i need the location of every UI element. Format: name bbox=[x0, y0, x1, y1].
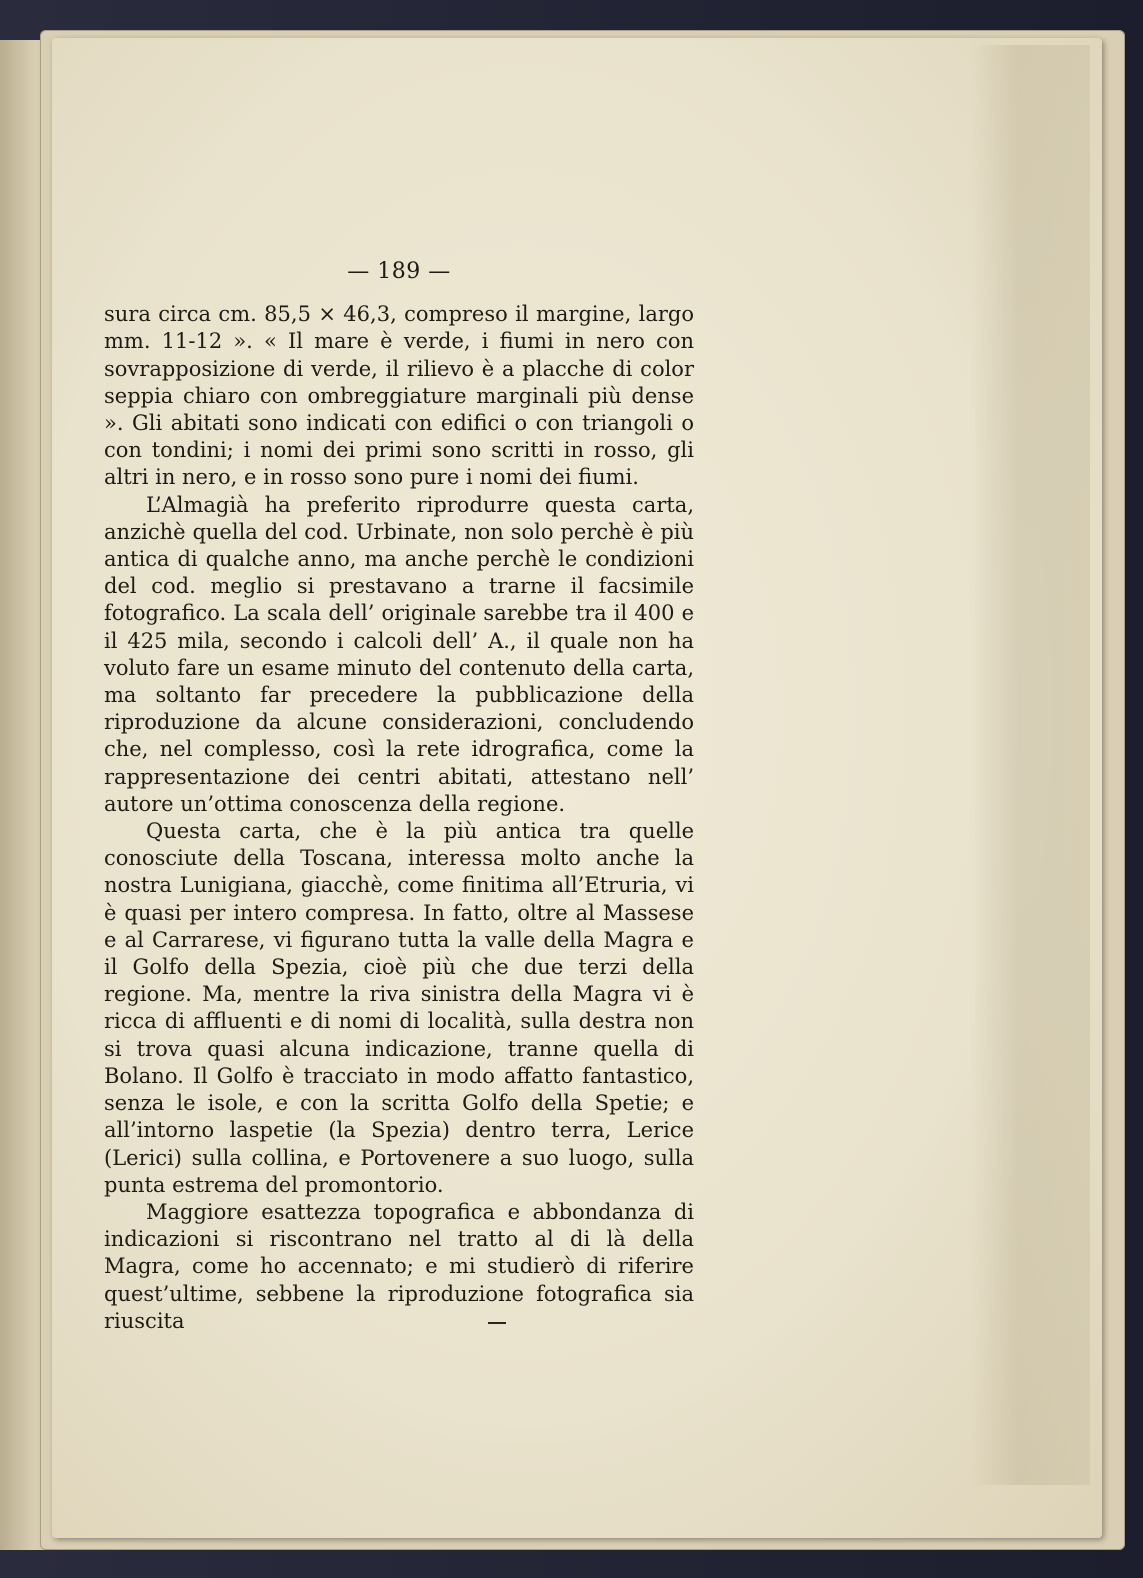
page-fold-shadow bbox=[970, 45, 1090, 1485]
paragraph-4: Maggiore esattezza topografica e abbondanza di indicazioni si riscontrano nel tratto al di là della Magra, come ho accennato; e mi studierò di riferire quest’ultime, sebbene la riproduzione fotografica sia riuscita bbox=[104, 1199, 694, 1333]
text-block bbox=[104, 258, 694, 1335]
paragraph-2: L’Almagià ha preferito riprodurre questa carta, anzichè quella del cod. Urbinate, non solo perchè è più antica di qualche anno, ma anche perchè le condizioni del cod. meglio si prestavano a trarne il facsimile fotografico. La scala dell’ originale sarebbe tra il 400 e il 425 mila, secondo i calcoli dell’ A., il quale non ha voluto fare un esame minuto del contenuto della carta, ma soltanto far precedere la pubblicazione della riproduzione da alcune considerazioni, concludendo che, nel complesso, così la rete idrografica, come la rappresentazione dei centri abitati, attestano nell’ autore un’ottima conoscenza della regione. bbox=[104, 492, 694, 816]
page-number: — 189 — bbox=[347, 259, 451, 284]
catchword-mark bbox=[488, 1322, 506, 1324]
paragraph-3: Questa carta, che è la più antica tra quelle conosciute della Toscana, interessa molto anche la nostra Lunigiana, giacchè, come finitima all’Etruria, vi è quasi per intero compresa. In fatto, oltre al Massese e al Carrarese, vi figurano tutta la valle della Magra e il Golfo della Spezia, cioè più che due terzi della regione. Ma, mentre la riva sinistra della Magra vi è ricca di affluenti e di nomi di località, sulla destra non si trova quasi alcuna indicazione, tranne quella di Bolano. Il Golfo è tracciato in modo affatto fantastico, senza le isole, e con la scritta Golfo della Spetie; e all’intorno laspetie (la Spezia) dentro terra, Lerice (Lerici) sulla collina, e Portovenere a suo luogo, sulla punta estrema del promontorio. bbox=[104, 819, 694, 1197]
paragraph-1: sura circa cm. 85,5 × 46,3, compreso il margine, largo mm. 11-12 ». « Il mare è verde, i fiumi in nero con sovrapposizione di verde, il rilievo è a placche di color seppia chiaro con ombreggiature marginali più dense ». Gli abitati sono indicati con edifici o con triangoli o con tondini; i nomi dei primi sono scritti in rosso, gli altri in nero, e in rosso sono pure i nomi dei fiumi. bbox=[104, 302, 694, 490]
